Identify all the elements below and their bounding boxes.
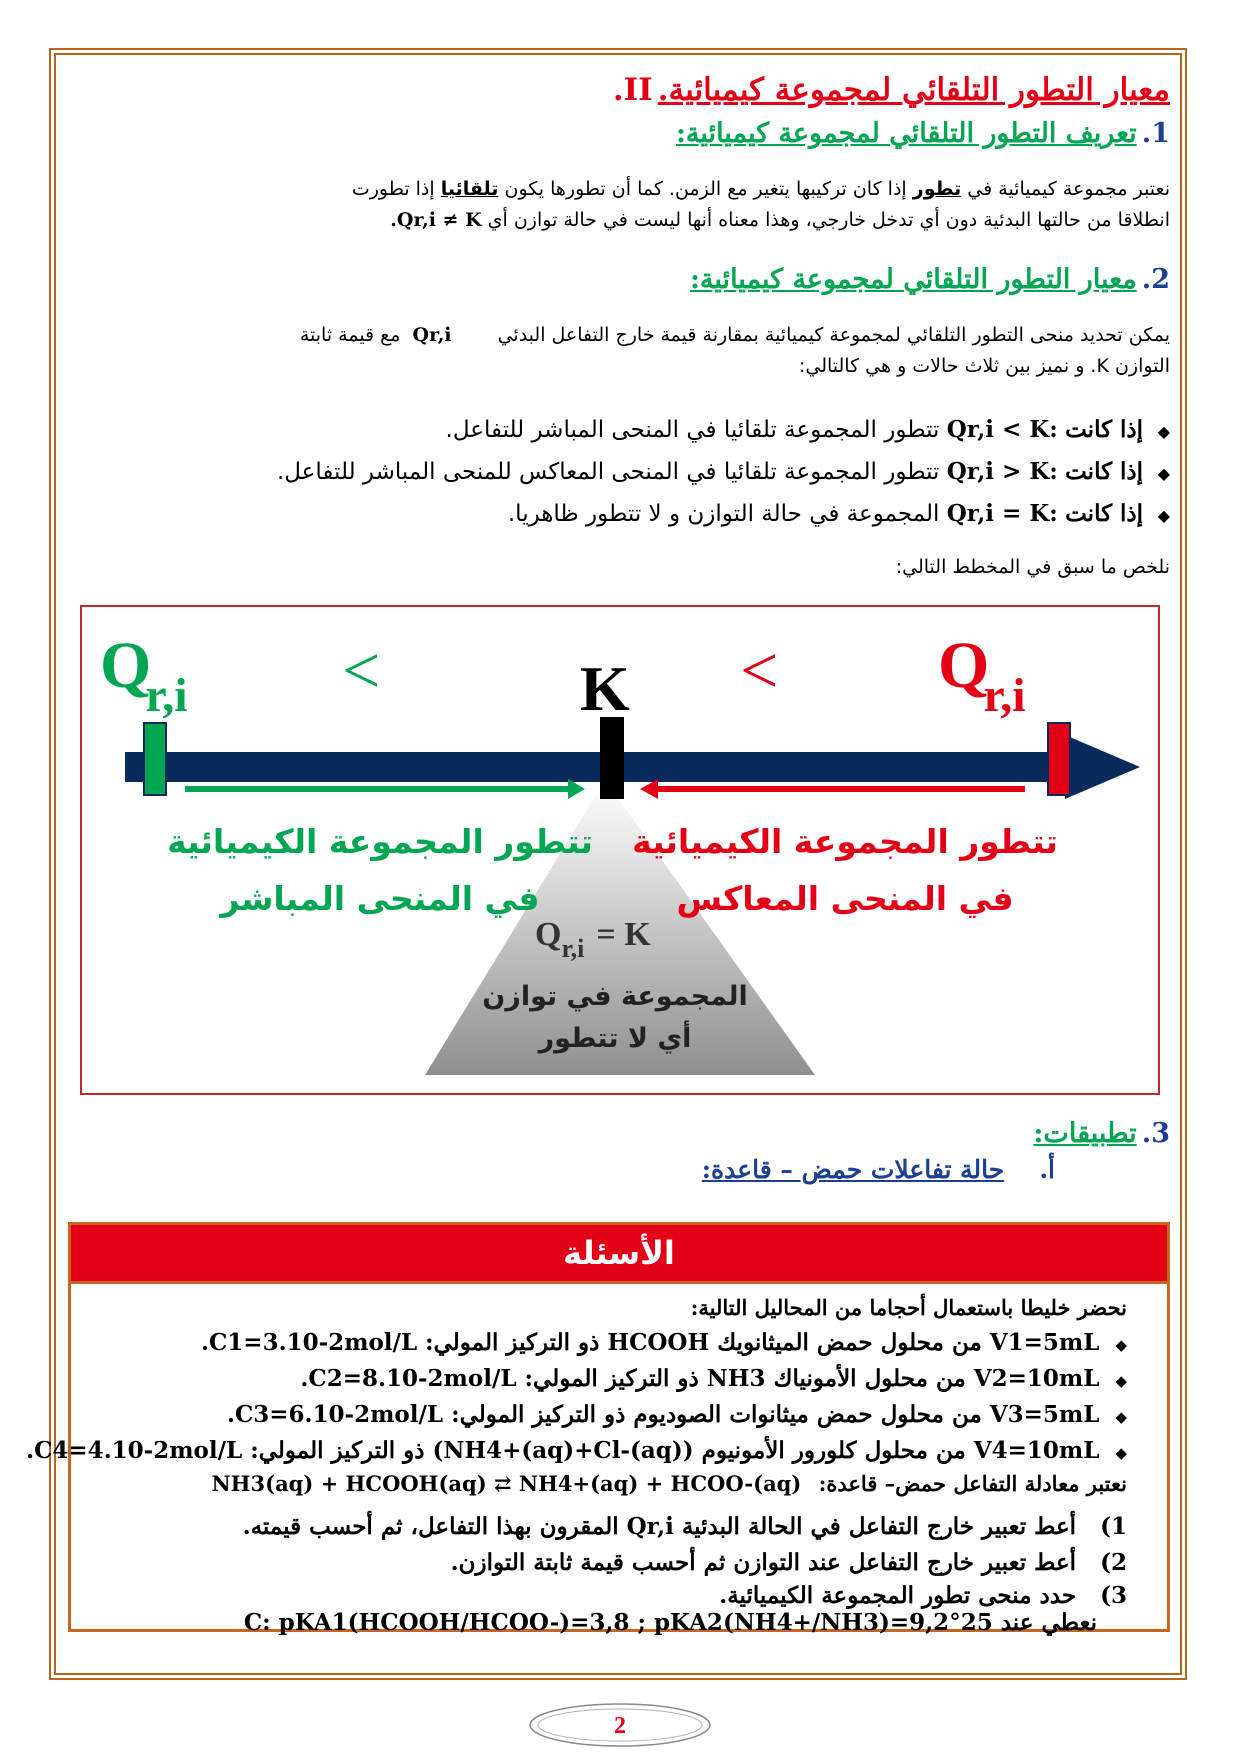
list-item: ◆ V1=5mL من محلول حمض الميثانويك HCOOH ذو التركيز المولي: C1=3.10-2mol/L. <box>200 1329 1127 1356</box>
direct-text-1: تتطور المجموعة الكيميائية <box>167 822 593 861</box>
question-2 <box>451 1549 1127 1576</box>
case-rel: Qr,i < K: <box>946 416 1058 443</box>
equation-line <box>211 1471 1127 1496</box>
sub2-text-end: مع قيمة ثابتة <box>299 324 401 346</box>
sub2-title: معيار التطور التلقائي لمجموعة كيميائية: <box>689 264 1137 295</box>
case-text: المجموعة في حالة التوازن و لا تتطور ظاهريا. <box>507 501 940 527</box>
lt-left: < <box>342 632 381 708</box>
sub1-text-c: إذا كان تركيبها يتغير مع الزمن. كما أن تطورها يكون <box>504 178 907 200</box>
sub3-heading <box>1033 1118 1170 1149</box>
q-left-label: Qr,i <box>100 629 188 722</box>
sub2-q-symbol: Qr,i <box>412 324 452 346</box>
question-number: 2) <box>1100 1549 1127 1576</box>
case-item: ◆ إذا كانت Qr,i > K: تتطور المجموعة تلقائيا في المنحى المعاكس للمنحى المباشر للتفاعل. <box>276 458 1170 485</box>
reverse-text-1: تتطور المجموعة الكيميائية <box>632 822 1058 861</box>
direct-text-2: في المنحى المباشر <box>220 879 540 918</box>
sub1-text-line2: انطلاقا من حالتها البدئية دون أي تدخل خارجي، وهذا معناه أنها ليست في حالة توازن أي <box>487 209 1170 231</box>
questions-box <box>26 1222 1170 1636</box>
case-text: تتطور المجموعة تلقائيا في المنحى المعاكس للمنحى المباشر للتفاعل. <box>276 459 940 485</box>
case-cond: إذا كانت <box>1065 500 1144 527</box>
triangle-text-1: المجموعة في توازن <box>482 981 748 1012</box>
question-text: حدد منحى تطور المجموعة الكيميائية. <box>719 1582 1077 1609</box>
given-data <box>244 1609 1097 1636</box>
question-1 <box>243 1513 1127 1540</box>
given-values: pKA1(HCOOH/HCOO-)=3,8 ; pKA2(NH4+/NH3)=9,2 <box>278 1609 950 1636</box>
page-number: 2 <box>614 1713 626 1739</box>
sub2-text-line2: التوازن K. و نميز بين ثلاث حالات و هي كالتالي: <box>798 355 1170 377</box>
sub3-number: 3. <box>1141 1118 1170 1149</box>
lt-right: < <box>740 632 779 708</box>
triangle-equation: $Q_{r,i} = K$ <box>535 916 651 963</box>
question-text: أعط تعبير خارج التفاعل عند التوازن ثم أحسب قيمة ثابتة التوازن. <box>450 1549 1077 1576</box>
sub2-paragraph <box>70 320 1170 382</box>
sub2-text-line1: يمكن تحديد منحى التطور التلقائي لمجموعة كيميائية بمقارنة قيمة خارج التفاعل البدئي <box>497 324 1170 346</box>
question-number: 1) <box>1100 1513 1127 1540</box>
sub3-title: تطبيقات: <box>1033 1118 1137 1149</box>
case-rel: Qr,i = K: <box>946 500 1058 527</box>
sub2-heading <box>690 264 1170 295</box>
sub1-title: تعريف التطور التلقائي لمجموعة كيميائية: <box>675 118 1137 149</box>
question-3 <box>719 1582 1127 1609</box>
equation: NH3(aq) + HCOOH(aq) ⇄ NH4+(aq) + HCOO-(aq) <box>211 1471 802 1496</box>
sub3a-heading <box>702 1155 1055 1184</box>
list-item: ◆ V4=10mL من محلول كلورور الأمونيوم (NH4+(aq)+Cl-(aq)) ذو التركيز المولي: C4=4.10-2mol/L. <box>26 1437 1127 1464</box>
sub1-heading <box>676 118 1170 149</box>
section-title: معيار التطور التلقائي لمجموعة كيميائية. <box>657 72 1170 108</box>
section-heading <box>613 72 1170 108</box>
equation-intro: نعتبر معادلة التفاعل حمض– قاعدة: <box>818 1471 1127 1496</box>
sub1-text-e: إذا تطورت <box>351 178 435 200</box>
sub1-math: Qr,i ≠ K. <box>390 209 482 231</box>
reverse-text-2: في المنحى المعاكس <box>676 879 1014 918</box>
marker-k <box>600 717 624 799</box>
case-cond: إذا كانت <box>1065 416 1144 443</box>
case-item: ◆ إذا كانت Qr,i < K: تتطور المجموعة تلقائيا في المنحى المباشر للتفاعل. <box>445 416 1170 443</box>
q-right-label: Qr,i <box>938 629 1026 722</box>
sub2-number: 2. <box>1141 264 1170 295</box>
question-text: أعط تعبير خارج التفاعل في الحالة البدئية Qr,i المقرون بهذا التفاعل، ثم أحسب قيمته. <box>242 1513 1077 1540</box>
case-rel: Qr,i > K: <box>946 458 1058 485</box>
sub1-text-a: نعتبر مجموعة كيميائية في <box>967 178 1170 200</box>
list-item: ◆ V3=5mL من محلول حمض ميثانوات الصوديوم ذو التركيز المولي: C3=6.10-2mol/L. <box>226 1401 1127 1428</box>
cases-list <box>70 410 1170 536</box>
sub1-term-spontaneous: تلقائيا <box>440 178 499 200</box>
section-number: II. <box>612 72 653 108</box>
sub1-paragraph <box>70 174 1170 236</box>
sub3a-label: أ. <box>1039 1155 1055 1184</box>
sub1-number: 1. <box>1141 118 1170 149</box>
summary-text: نلخص ما سبق في المخطط التالي: <box>895 556 1170 578</box>
case-item: ◆ إذا كانت Qr,i = K: المجموعة في حالة التوازن و لا تتطور ظاهريا. <box>507 500 1170 527</box>
case-cond: إذا كانت <box>1065 458 1144 485</box>
page-number-badge <box>526 1700 714 1750</box>
list-item: ◆ V2=10mL من محلول الأمونياك NH3 ذو التركيز المولي: C2=8.10-2mol/L. <box>300 1365 1127 1392</box>
questions-header: الأسئلة <box>71 1225 1167 1284</box>
question-number: 3) <box>1100 1582 1127 1609</box>
k-label: K <box>580 653 630 724</box>
marker-green <box>144 723 166 795</box>
axis-bar <box>125 752 1070 782</box>
sub3a-title: حالة تفاعلات حمض – قاعدة: <box>701 1155 1005 1184</box>
triangle-text-2: أي لا تتطور <box>538 1023 692 1054</box>
case-text: تتطور المجموعة تلقائيا في المنحى المباشر للتفاعل. <box>445 417 940 443</box>
given-label: نعطي عند 25°C: <box>243 1609 1097 1636</box>
marker-red <box>1048 723 1070 795</box>
questions-intro: نحضر خليطا باستعمال أحجاما من المحاليل التالية: <box>690 1295 1127 1320</box>
sub1-term-evolution: تطور <box>912 178 962 200</box>
evolution-diagram <box>80 605 1160 1095</box>
